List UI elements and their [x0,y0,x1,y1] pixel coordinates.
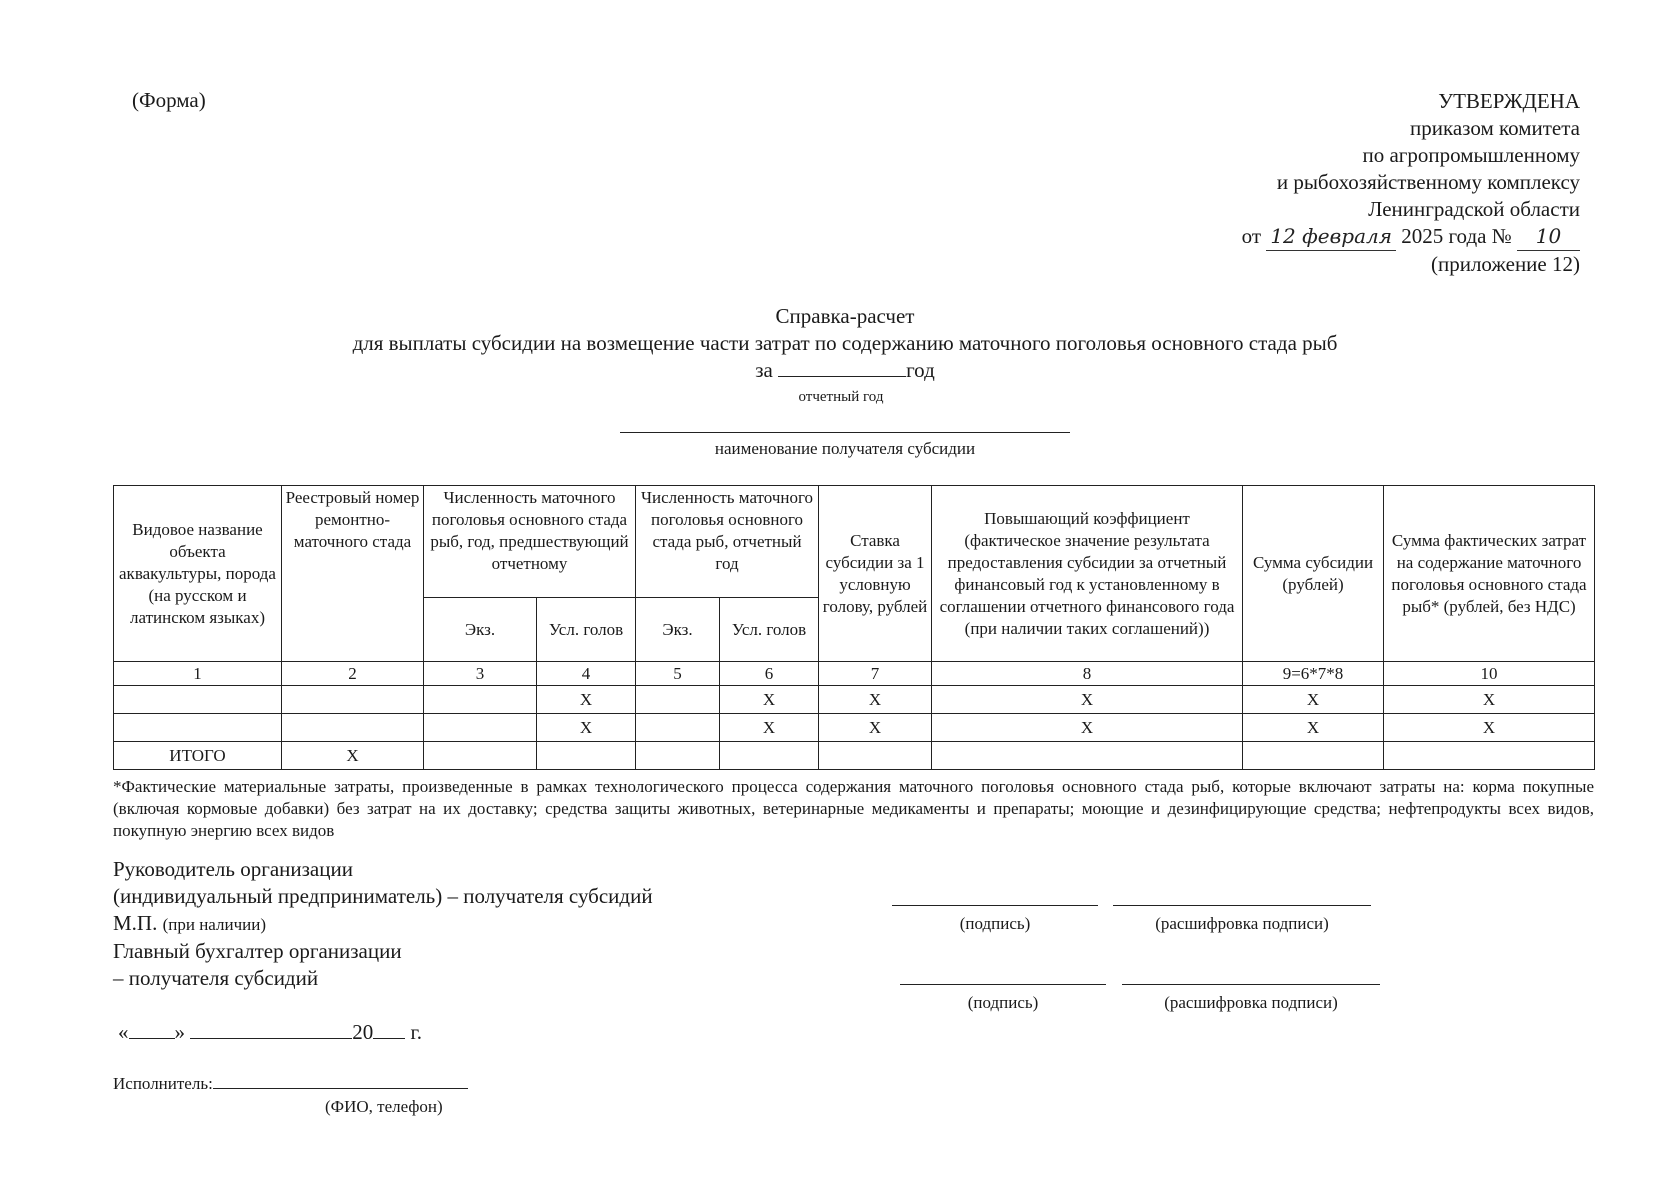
column-number: 4 [537,662,636,686]
column-number: 8 [932,662,1243,686]
table-cell: X [819,686,932,714]
signature-caption: (подпись) [967,993,1039,1012]
za-label: за [755,358,773,382]
order-line [1080,223,1580,251]
head-title-line2: (индивидуальный предприниматель) – получателя субсидий [113,884,653,908]
table-cell[interactable] [1243,742,1384,770]
column-number: 6 [720,662,819,686]
title-line1: Справка-расчет [775,304,915,328]
year-field [778,358,906,377]
col-coefficient-header: Повышающий коэффициент (фактическое значение результата предоставления субсидии за отчетный финансовый год к установленному в соглашении отчетного финансового года (при наличии таких соглашений)) [932,486,1243,662]
decode-caption: (расшифровка подписи) [1164,993,1338,1012]
table-cell: X [720,714,819,742]
sub-header-ekz: Экз. [424,598,537,662]
year-suffix: г. [410,1020,422,1044]
recipient-caption: наименование получателя субсидии [620,432,1070,459]
sub-header-usl: Усл. голов [720,598,819,662]
century-label: 20 [352,1020,374,1044]
footnote: *Фактические материальные затраты, произведенные в рамках технологического процесса содержания маточного поголовья основного стада рыб, которые включают затраты на: корма покупные (включая кормовые добавки) без затрат на их доставку; средства защиты животных, ветеринарные медикаменты и препараты; моющие и дезинфицирующие средства; нефтепродукты всех видов, покупную энергию всех видов [113,777,1594,840]
col-subsidy-sum-header: Сумма субсидии (рублей) [1243,486,1384,662]
approved-line: приказом комитета [1409,116,1580,140]
signature-block [113,856,653,992]
accountant-title-line2: – получателя субсидий [113,966,319,990]
approved-line: по агропромышленному [1362,143,1580,167]
order-number-handwritten: 10 [1517,223,1580,251]
table-cell[interactable] [537,742,636,770]
table-cell: X [720,686,819,714]
sub-header-usl: Усл. голов [537,598,636,662]
table-cell: X [537,714,636,742]
table-cell: X [819,714,932,742]
table-cell: X [1384,714,1595,742]
total-row [114,742,1595,770]
table-cell: X [1243,714,1384,742]
table-row [114,686,1595,714]
form-label: (Форма) [132,88,206,112]
stamp-label: М.П. [113,911,158,935]
table-cell: X [1384,686,1595,714]
col-species-header: Видовое название объекта аквакультуры, порода (на русском и латинском языках) [114,486,282,662]
table-cell[interactable] [114,686,282,714]
approval-block [1080,88,1580,278]
col-report-year-header: Численность маточного поголовья основного стада рыб, отчетный год [636,486,819,598]
column-numbers-row [114,662,1595,686]
table-cell[interactable] [932,742,1243,770]
date-line [118,1020,422,1045]
column-number: 2 [282,662,424,686]
table-cell[interactable] [282,686,424,714]
signature-caption: (подпись) [959,914,1031,933]
year-caption: отчетный год [798,389,884,405]
title-line2: для выплаты субсидии на возмещение части затрат по содержанию маточного поголовья основного стада рыб [352,331,1338,355]
month-field[interactable] [190,1020,352,1039]
table-cell[interactable] [114,714,282,742]
decode-caption: (расшифровка подписи) [1155,914,1329,933]
table-cell[interactable] [424,686,537,714]
approved-line: и рыбохозяйственному комплексу [1276,170,1580,194]
table-row [114,714,1595,742]
table-cell[interactable] [424,714,537,742]
table-cell[interactable] [282,714,424,742]
appendix-label: (приложение 12) [1430,252,1580,276]
approved-title: УТВЕРЖДЕНА [1438,89,1580,113]
executor-field[interactable] [213,1070,468,1089]
title-year-line [0,357,1665,384]
head-title-line1: Руководитель организации [113,857,353,881]
stamp-note: (при наличии) [162,915,266,934]
approved-line: Ленинградской области [1368,197,1580,221]
table-cell: X [932,714,1243,742]
head-signature-field[interactable] [892,905,1098,934]
table-cell: X [1243,686,1384,714]
col-prev-year-header: Численность маточного поголовья основного стада рыб, год, предшествующий отчетному [424,486,636,598]
day-field[interactable] [129,1020,175,1039]
column-number: 5 [636,662,720,686]
table-cell[interactable] [636,714,720,742]
executor-label: Исполнитель: [113,1074,213,1093]
table-cell[interactable] [636,686,720,714]
column-number: 9=6*7*8 [1243,662,1384,686]
column-number: 7 [819,662,932,686]
table-cell[interactable] [636,742,720,770]
total-label: ИТОГО [114,742,282,770]
table-cell: X [537,686,636,714]
subsidy-table [113,485,1595,770]
table-cell[interactable] [1384,742,1595,770]
accountant-title-line1: Главный бухгалтер организации [113,939,402,963]
table-cell[interactable] [819,742,932,770]
col-rate-header: Ставка субсидии за 1 условную голову, рублей [819,486,932,662]
column-number: 3 [424,662,537,686]
col-costs-header: Сумма фактических затрат на содержание маточного поголовья основного стада рыб* (рублей, без НДС) [1384,486,1595,662]
order-date-handwritten: 12 февраля [1266,223,1396,251]
table-cell[interactable] [424,742,537,770]
head-decode-field[interactable] [1113,905,1371,934]
table-cell: X [932,686,1243,714]
column-number: 10 [1384,662,1595,686]
order-prefix: от [1241,224,1262,248]
stamp-line [113,910,653,938]
year-field[interactable] [373,1020,405,1039]
accountant-signature-field[interactable] [900,984,1106,1013]
col-registry-header: Реестровый номер ремонтно-маточного стада [282,486,424,662]
table-cell[interactable] [720,742,819,770]
table-cell: X [282,742,424,770]
executor-line [113,1070,468,1094]
close-quote: » [174,1020,185,1044]
column-number: 1 [114,662,282,686]
executor-caption: (ФИО, телефон) [325,1097,443,1116]
god-label: год [906,358,935,382]
open-quote: « [118,1020,129,1044]
accountant-decode-field[interactable] [1122,984,1380,1013]
document-title [0,303,1665,411]
order-year: 2025 года № [1401,224,1512,248]
sub-header-ekz: Экз. [636,598,720,662]
